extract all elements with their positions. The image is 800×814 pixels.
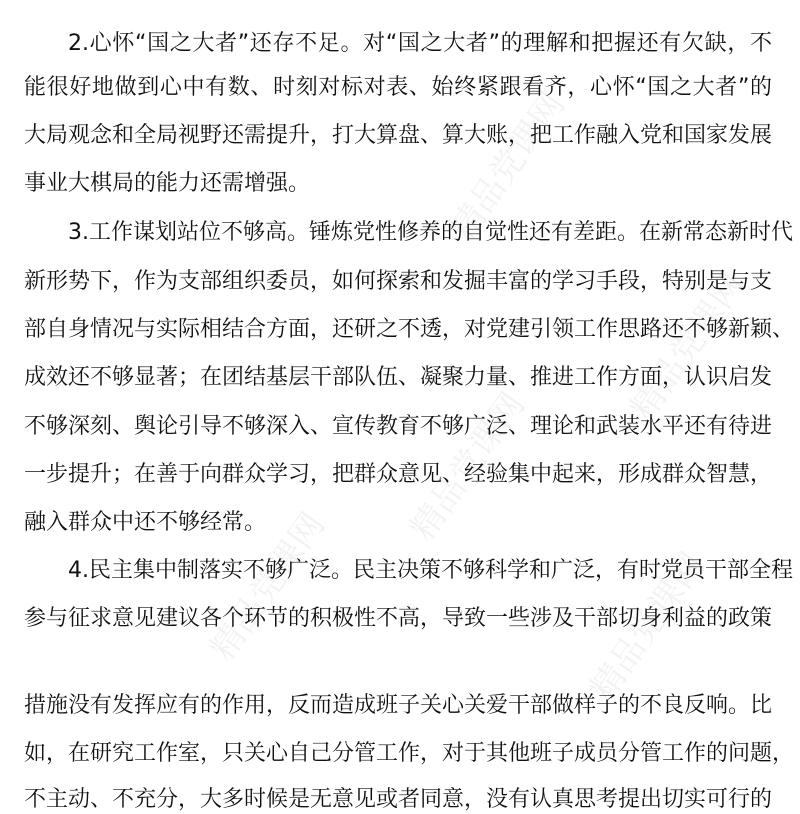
- text-line: 如，在研究工作室，只关心自己分管工作，对于其他班子成员分管工作的问题，: [24, 741, 795, 766]
- text-line: 3.工作谋划站位不够高。锤炼党性修养的自觉性还有差距。在新常态新时代: [68, 220, 793, 245]
- watermark-text: 精品党课网: [582, 545, 714, 708]
- watermark-text: 精品党课网: [202, 505, 334, 668]
- text-line: 不主动、不充分，大多时候是无意见或者同意，没有认真思考提出切实可行的: [24, 787, 773, 812]
- text-line: 新形势下，作为支部组织委员，如何探索和发掘丰富的学习手段，特别是与支: [24, 269, 773, 294]
- watermark-text: 精品党课网: [402, 385, 534, 548]
- watermark-text: 精品党课网: [622, 265, 754, 428]
- text-line: 大局观念和全局视野还需提升，打大算盘、算大账，把工作融入党和国家发展: [24, 123, 773, 148]
- text-line: 成效还不够显著；在团结基层干部队伍、凝聚力量、推进工作方面，认识启发: [24, 365, 773, 390]
- text-line: 4.民主集中制落实不够广泛。民主决策不够科学和广泛，有时党员干部全程: [68, 558, 793, 583]
- text-line: 事业大棋局的能力还需增强。: [24, 171, 311, 196]
- text-line: 部自身情况与实际相结合方面，还研之不透，对党建引领工作思路还不够新颖、: [24, 317, 795, 342]
- text-line: 不够深刻、舆论引导不够深入、宣传教育不够广泛、理论和武装水平还有待进: [24, 414, 773, 439]
- text-line: 参与征求意见建议各个环节的积极性不高，导致一些涉及干部切身利益的政策: [24, 606, 773, 631]
- watermark-text: 精品党课网: [442, 85, 574, 248]
- text-line: 能很好地做到心中有数、时刻对标对表、始终紧跟看齐，心怀“国之大者”的: [24, 75, 772, 100]
- text-line: 2.心怀“国之大者”还存不足。对“国之大者”的理解和把握还有欠缺，不: [68, 31, 772, 56]
- text-line: 融入群众中还不够经常。: [24, 510, 267, 535]
- text-line: 措施没有发挥应有的作用，反而造成班子关心关爱干部做样子的不良反响。比: [24, 693, 773, 718]
- text-line: 一步提升；在善于向群众学习，把群众意见、经验集中起来，形成群众智慧，: [24, 462, 773, 487]
